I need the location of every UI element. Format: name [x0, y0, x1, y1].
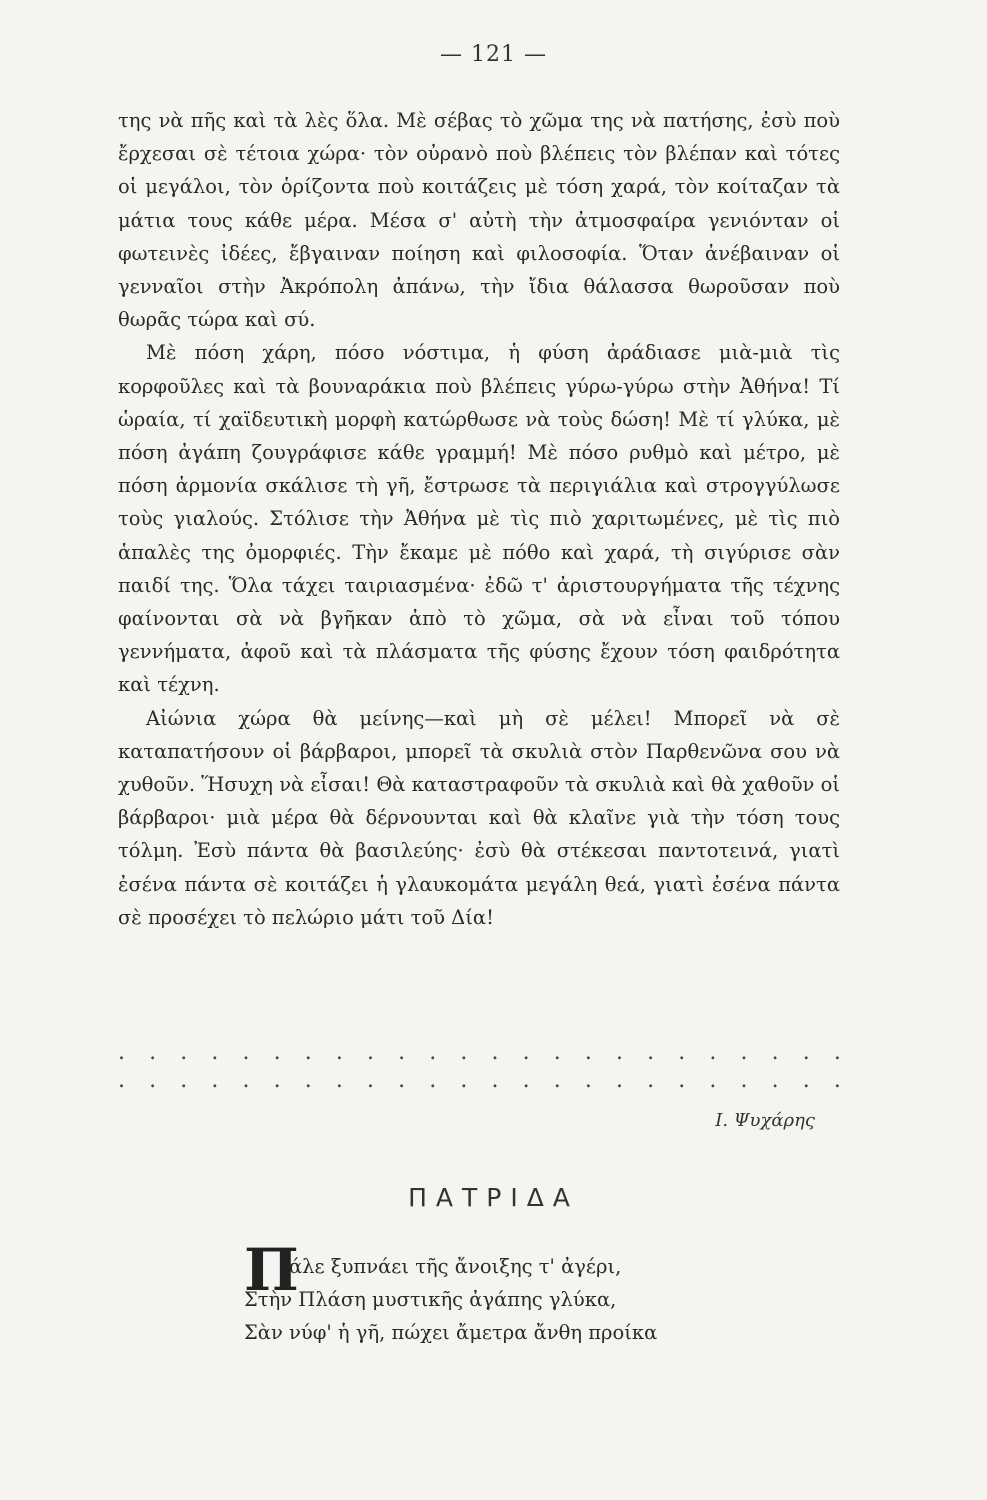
- poem-line-1: άλε ξυπνάει τῆς ἄνοιξης τ' ἀγέρι,: [289, 1255, 622, 1278]
- paragraph-3: Αἰώνια χώρα θὰ μείνης—καὶ μὴ σὲ μέλει! Μπορεῖ νὰ σὲ καταπατήσουν οἱ βάρβαροι, μπορεῖ τὰ σκυλιὰ στὸν Παρθενῶνα σου νὰ χυθοῦν. Ἥσυχη νὰ εἶσαι! Θὰ καταστραφοῦν τὰ σκυλιὰ καὶ θὰ χαθοῦν οἱ βάρβαροι· μιὰ μέρα θὰ δέρνουνται καὶ θὰ κλαῖνε γιὰ τὴν τόση τους τόλμη. Ἐσὺ πάντα θὰ βασιλεύης· ἐσὺ θὰ στέκεσαι παντοτεινά, γιατὶ ἐσένα πάντα σὲ κοιτάζει ἡ γλαυκομάτα μεγάλη θεά, γιατὶ ἐσένα πάντα σὲ προσέχει τὸ πελώριο μάτι τοῦ Δία!: [118, 706, 840, 929]
- author-signature: Ι. Ψυχάρης: [715, 1110, 815, 1131]
- page-number: — 121 —: [440, 42, 547, 67]
- poem-drop-cap: Π: [244, 1236, 299, 1304]
- poem-line-3: Σὰν νύφ' ἡ γῆ, πώχει ἄμετρα ἄνθη προίκα: [244, 1321, 658, 1344]
- dotted-separator-1: . . . . . . . . . . . . . . . . . . . . . . . .: [118, 1040, 841, 1065]
- poem-line-2: Στὴν Πλάση μυστικῆς ἀγάπης γλύκα,: [244, 1288, 617, 1311]
- dotted-separator-2: . . . . . . . . . . . . . . . . . . . . . . . .: [118, 1068, 841, 1093]
- poem-title: ΠΑΤΡΙΔΑ: [408, 1183, 579, 1212]
- poem: [244, 1238, 804, 1349]
- prose-section: [118, 104, 840, 934]
- paragraph-1: της νὰ πῆς καὶ τὰ λὲς ὅλα. Μὲ σέβας τὸ χῶμα της νὰ πατήσης, ἐσὺ ποὺ ἔρχεσαι σὲ τέτοια χώρα· τὸν οὐρανὸ ποὺ βλέπεις τὸν βλέπαν καὶ τότες οἱ μεγάλοι, τὸν ὁρίζοντα ποὺ κοιτάζεις μὲ τόση χαρά, τὸν κοίταζαν τὰ μάτια τους κάθε μέρα. Μέσα σ' αὐτὴ τὴν ἀτμοσφαίρα γενιόνταν οἱ φωτεινὲς ἰδέες, ἔβγαιναν ποίηση καὶ φιλοσοφία. Ὅταν ἀνέβαιναν οἱ γενναῖοι στὴν Ἀκρόπολη ἀπάνω, τὴν ἴδια θάλασσα θωροῦσαν ποὺ θωρᾶς τώρα καὶ σύ.: [118, 109, 840, 332]
- paragraph-2: Μὲ πόση χάρη, πόσο νόστιμα, ἡ φύση ἀράδιασε μιὰ-μιὰ τὶς κορφοῦλες καὶ τὰ βουναράκια ποὺ βλέπεις γύρω-γύρω στὴν Ἀθήνα! Τί ὡραία, τί χαϊδευτικὴ μορφὴ κατώρθωσε νὰ τοὺς δώση! Μὲ τί γλύκα, μὲ πόση ἀγάπη ζουγράφισε κάθε γραμμή! Μὲ πόσο ρυθμὸ καὶ μέτρο, μὲ πόση ἁρμονία σκάλισε τὴ γῆ, ἔστρωσε τὰ περιγιάλια καὶ στρογγύλωσε τοὺς γιαλούς. Στόλισε τὴν Ἀθήνα μὲ τὶς πιὸ χαριτωμένες, μὲ τὶς πιὸ ἁπαλὲς της ὀμορφιές. Τὴν ἔκαμε μὲ πόθο καὶ χαρά, τὴ σιγύρισε σὰν παιδί της. Ὅλα τάχει ταιριασμένα· ἐδῶ τ' ἀριστουργήματα τῆς τέχνης φαίνονται σὰ νὰ βγῆκαν ἀπὸ τὸ χῶμα, σὰ νὰ εἶναι τοῦ τόπου γεννήματα, ἀφοῦ καὶ τὰ πλάσματα τῆς φύσης ἔχουν τόση φαιδρότητα καὶ τέχνη.: [118, 341, 840, 697]
